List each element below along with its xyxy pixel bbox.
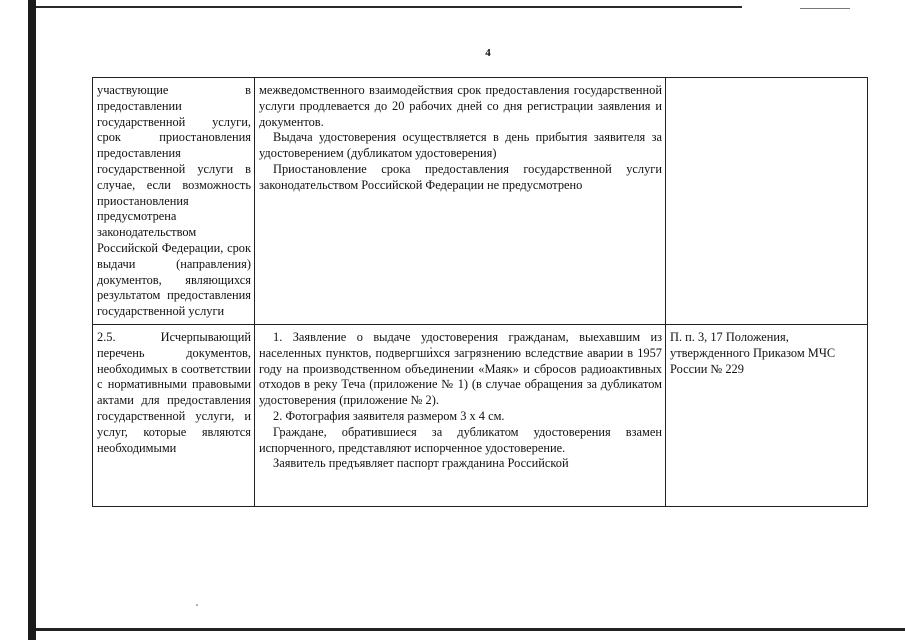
row-basis-cell [666, 78, 868, 325]
row-name-text: 2.5. Исчерпывающий перечень документов, необходимых в соответствии с нормативными правовыми актами для предоставления государственной услуги, и услуг, которые являются необходимыми [97, 329, 251, 455]
page-number: 4 [485, 47, 491, 59]
row-name-cell [93, 78, 255, 325]
row-basis-cell [666, 324, 868, 506]
content-paragraph: межведомственного взаимодействия срок предоставления государственной услуги продлевается до 20 рабочих дней со дня регистрации заявления и документов. [259, 83, 662, 129]
scan-speck [196, 604, 198, 606]
table-row [93, 324, 868, 506]
content-paragraph: 1. Заявление о выдаче удостоверения гражданам, выехавшим из населенных пунктов, подвергшихся загрязнению вследствие аварии в 1957 году на производственном объединении «Маяк» и сбросов радиоактивных отходов в реку Теча (приложение № 1) (в случае обращения за дубликатом удостоверения (приложение № 2). [259, 329, 662, 408]
row-content-cell [255, 324, 666, 506]
content-paragraph: Заявитель предъявляет паспорт гражданина Российской [273, 456, 569, 471]
row-name-text: участвующие в предоставлении государственной услуги, срок приостановления предоставления государственной услуги в случае, если возможность приостановления предусмотрена законодательством Российской Федерации, срок выдачи (направления) документов, являющихся результатом предоставления государственной услуги [97, 83, 251, 319]
content-paragraph: Выдача удостоверения осуществляется в день прибытия заявителя за удостоверением (дубликатом удостоверения) [259, 130, 662, 161]
row-name-cell [93, 324, 255, 506]
content-paragraph: 2. Фотография заявителя размером 3 х 4 см. [273, 408, 505, 423]
scan-binding-edge [28, 0, 36, 640]
scan-bottom-edge [36, 628, 905, 631]
content-paragraph: Приостановление срока предоставления государственной услуги законодательством Российской Федерации не предусмотрено [259, 161, 662, 192]
row-content-cell [255, 78, 666, 325]
scan-artifact [800, 8, 850, 9]
table-row [93, 78, 868, 325]
row-basis-text: П. п. 3, 17 Положения, утвержденного Приказом МЧС России № 229 [670, 329, 836, 376]
scan-top-edge [36, 6, 742, 8]
service-table [92, 77, 868, 507]
content-paragraph: Граждане, обратившиеся за дубликатом удостоверения взамен испорченного, представляют испорченное удостоверение. [259, 424, 662, 455]
